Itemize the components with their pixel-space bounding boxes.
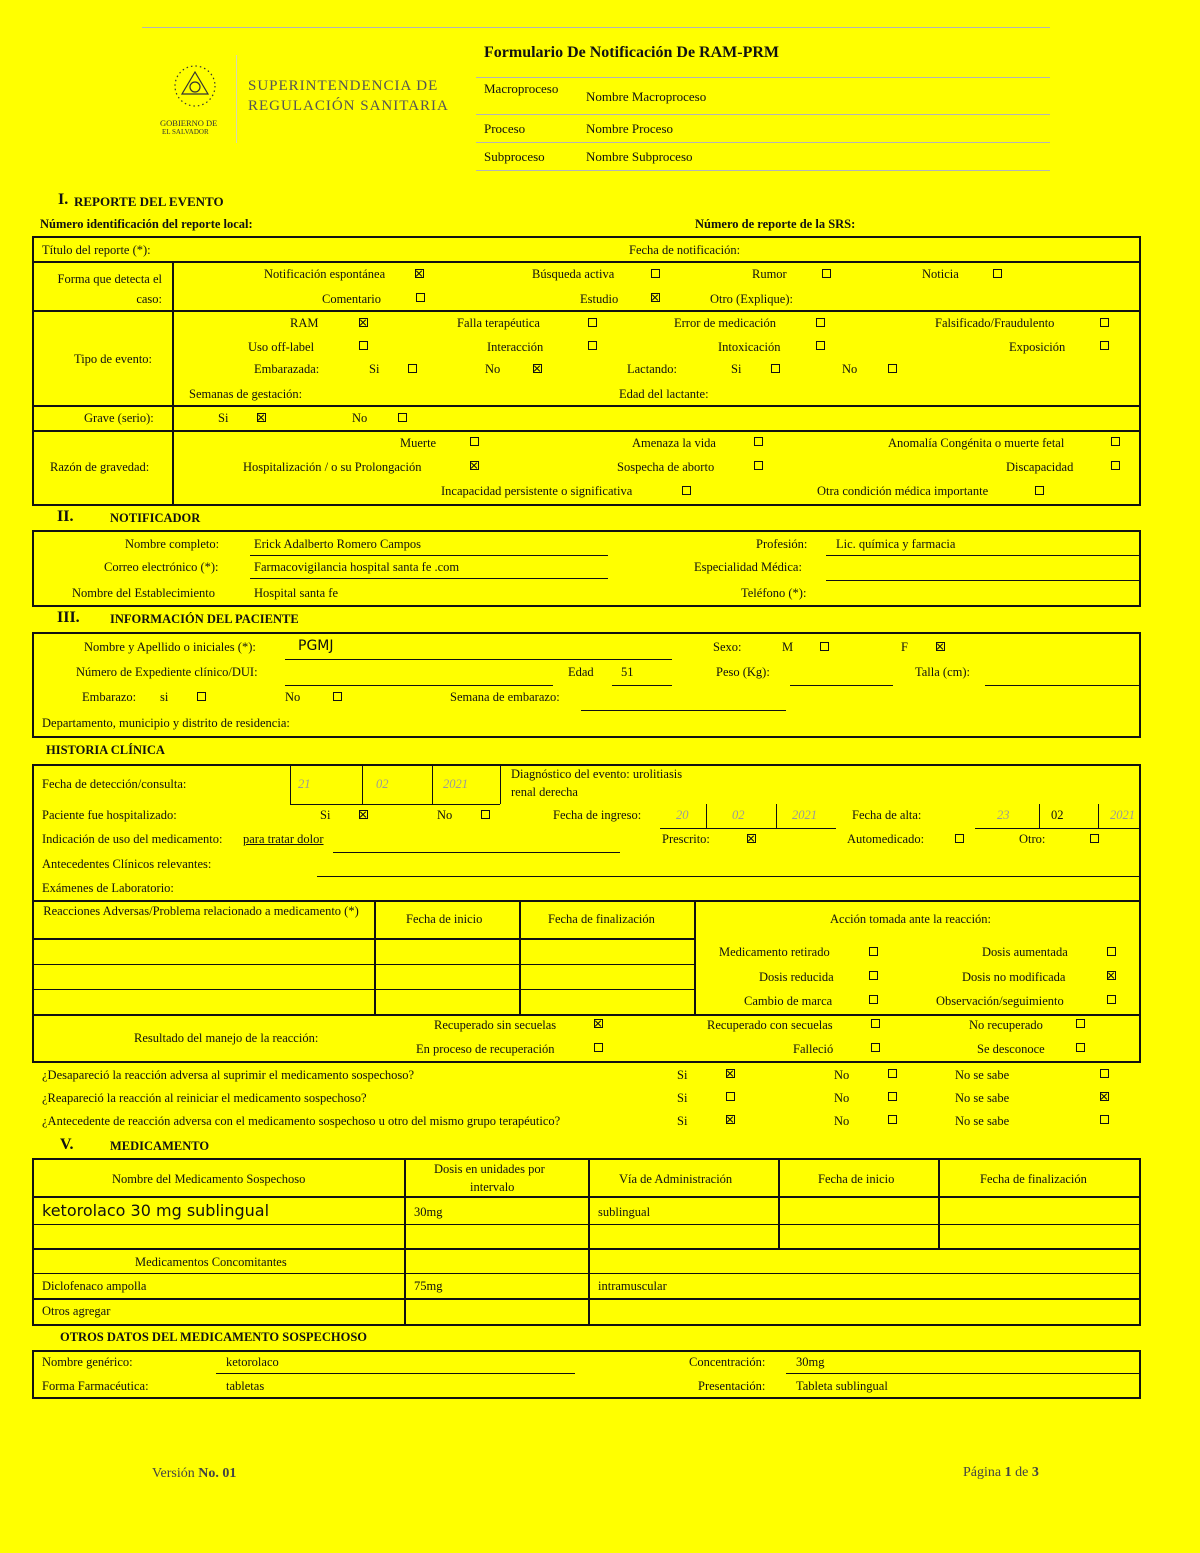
lactating-no-checkbox[interactable] bbox=[888, 364, 897, 373]
pharma-form-value: tabletas bbox=[226, 1379, 265, 1393]
infant-age-label: Edad del lactante: bbox=[619, 387, 709, 401]
seal-text-1: GOBIERNO DE bbox=[160, 118, 218, 128]
hospitalized-label: Paciente fue hospitalizado: bbox=[42, 808, 177, 822]
detection-month: 02 bbox=[376, 777, 389, 791]
life-threat-checkbox[interactable] bbox=[754, 437, 763, 446]
q2-yes-label: Si bbox=[677, 1091, 688, 1105]
hospitalized-yes-checkbox[interactable] bbox=[359, 810, 368, 819]
seal-text-2: EL SALVADOR bbox=[162, 128, 209, 136]
comment-checkbox[interactable] bbox=[416, 293, 425, 302]
interaction-label: Interacción bbox=[487, 340, 544, 354]
drug-withdrawn-checkbox[interactable] bbox=[869, 947, 878, 956]
persistent-incapacity-label: Incapacidad persistente o significativa bbox=[441, 484, 633, 498]
question-3: ¿Antecedente de reacción adversa con el medicamento sospechoso u otro del mismo grupo terapéutico? bbox=[42, 1114, 561, 1128]
pregnancy-no-label: No bbox=[285, 690, 301, 704]
falsified-label: Falsificado/Fraudulento bbox=[935, 316, 1055, 330]
concentration-value: 30mg bbox=[796, 1355, 825, 1369]
ram-label: RAM bbox=[290, 316, 319, 330]
serious-yes-checkbox[interactable] bbox=[257, 413, 266, 422]
q2-unknown-label: No se sabe bbox=[955, 1091, 1010, 1105]
version-footer: Versión No. 01 bbox=[152, 1466, 237, 1481]
discharge-date-label: Fecha de alta: bbox=[852, 808, 922, 822]
suspect-drug-route: sublingual bbox=[598, 1205, 651, 1219]
q1-no-label: No bbox=[834, 1068, 850, 1082]
pregnancy-label: Embarazo: bbox=[82, 690, 137, 704]
management-result-label: Resultado del manejo de la reacción: bbox=[134, 1031, 319, 1045]
q3-unknown-checkbox[interactable] bbox=[1100, 1115, 1109, 1124]
detection-day: 21 bbox=[298, 777, 311, 791]
email-value: Farmacovigilancia hospital santa fe .com bbox=[254, 560, 460, 574]
diagnosis-value: renal derecha bbox=[511, 785, 578, 799]
other-explain-label: Otro (Explique): bbox=[710, 292, 793, 306]
concentration-label: Concentración: bbox=[689, 1355, 766, 1369]
generic-name-value: ketorolaco bbox=[226, 1355, 279, 1369]
hospitalized-yes-label: Si bbox=[320, 808, 331, 822]
q1-unknown-checkbox[interactable] bbox=[1100, 1069, 1109, 1078]
severity-reason-label: Razón de gravedad: bbox=[50, 460, 150, 474]
detection-year: 2021 bbox=[443, 777, 468, 791]
question-2: ¿Reapareció la reacción al reiniciar el medicamento sospechoso? bbox=[42, 1091, 367, 1105]
study-label: Estudio bbox=[580, 292, 619, 306]
hospitalization-label: Hospitalización / o su Prolongación bbox=[243, 460, 422, 474]
other-drugs-label: Otros agregar bbox=[42, 1304, 111, 1318]
q3-no-checkbox[interactable] bbox=[888, 1115, 897, 1124]
org-name-line2: REGULACIÓN SANITARIA bbox=[248, 98, 449, 114]
sex-label: Sexo: bbox=[713, 640, 742, 654]
pregnant-no-checkbox[interactable] bbox=[533, 364, 542, 373]
discharge-month: 02 bbox=[1051, 808, 1064, 822]
start-date-header: Fecha de inicio bbox=[406, 912, 483, 926]
active-search-label: Búsqueda activa bbox=[532, 267, 615, 281]
height-label: Talla (cm): bbox=[915, 665, 970, 679]
action-taken-header: Acción tomada ante la reacción: bbox=[830, 912, 992, 926]
med-end-date-header: Fecha de finalización bbox=[980, 1172, 1087, 1186]
observation-checkbox[interactable] bbox=[1107, 995, 1116, 1004]
dose-increased-checkbox[interactable] bbox=[1107, 947, 1116, 956]
concomitant-header: Medicamentos Concomitantes bbox=[135, 1255, 287, 1269]
discharge-year: 2021 bbox=[1110, 808, 1135, 822]
patient-name-label: Nombre y Apellido o iniciales (*): bbox=[84, 640, 256, 654]
q3-yes-label: Si bbox=[677, 1114, 688, 1128]
serious-label: Grave (serio): bbox=[84, 411, 154, 425]
study-checkbox[interactable] bbox=[651, 293, 660, 302]
observation-label: Observación/seguimiento bbox=[936, 994, 1064, 1008]
dose-not-modified-checkbox[interactable] bbox=[1107, 971, 1116, 980]
usage-indication-label: Indicación de uso del medicamento: bbox=[42, 832, 223, 846]
question-1: ¿Desapareció la reacción adversa al suprimir el medicamento sospechoso? bbox=[42, 1068, 415, 1082]
section-3-number: III. bbox=[57, 609, 80, 626]
form-title: Formulario De Notificación De RAM-PRM bbox=[484, 44, 780, 61]
hospitalized-no-checkbox[interactable] bbox=[481, 810, 490, 819]
sex-f-checkbox[interactable] bbox=[936, 642, 945, 651]
srs-report-number-label: Número de reporte de la SRS: bbox=[695, 217, 856, 231]
q3-unknown-label: No se sabe bbox=[955, 1114, 1010, 1128]
email-label: Correo electrónico (*): bbox=[104, 560, 219, 574]
q3-yes-checkbox[interactable] bbox=[726, 1115, 735, 1124]
local-report-id-label: Número identificación del reporte local: bbox=[40, 217, 253, 231]
dose-reduced-checkbox[interactable] bbox=[869, 971, 878, 980]
disability-label: Discapacidad bbox=[1006, 460, 1074, 474]
news-label: Noticia bbox=[922, 267, 959, 281]
diagnosis-label: Diagnóstico del evento: urolitiasis bbox=[511, 767, 683, 781]
spontaneous-notification-checkbox[interactable] bbox=[415, 269, 424, 278]
concomitant-drug-route: intramuscular bbox=[598, 1279, 667, 1293]
usage-indication-value: para tratar dolor bbox=[243, 832, 324, 846]
serious-no-label: No bbox=[352, 411, 368, 425]
life-threat-label: Amenaza la vida bbox=[632, 436, 716, 450]
subproceso-value: Nombre Subproceso bbox=[586, 149, 693, 164]
deceased-checkbox[interactable] bbox=[871, 1043, 880, 1052]
pregnancy-week-label: Semana de embarazo: bbox=[450, 690, 560, 704]
proceso-value: Nombre Proceso bbox=[586, 121, 674, 136]
deceased-label: Falleció bbox=[793, 1042, 834, 1056]
presentation-value: Tableta sublingual bbox=[796, 1379, 888, 1393]
other-drug-data-title: OTROS DATOS DEL MEDICAMENTO SOSPECHOSO bbox=[60, 1330, 368, 1344]
section-2-number: II. bbox=[57, 508, 74, 525]
suspect-drug-name: ketorolaco 30 mg sublingual bbox=[42, 1201, 270, 1220]
rumor-checkbox[interactable] bbox=[822, 269, 831, 278]
falsified-checkbox[interactable] bbox=[1100, 318, 1109, 327]
dose-reduced-label: Dosis reducida bbox=[759, 970, 834, 984]
exposure-label: Exposición bbox=[1009, 340, 1066, 354]
sex-f-label: F bbox=[901, 640, 908, 654]
adverse-reactions-header: Reacciones Adversas/Problema relacionado a medicamento (*) bbox=[43, 904, 359, 918]
recovered-no-sequelae-label: Recuperado sin secuelas bbox=[434, 1018, 557, 1032]
spontaneous-notification-label: Notificación espontánea bbox=[264, 267, 386, 281]
concomitant-drug-name: Diclofenaco ampolla bbox=[42, 1279, 147, 1293]
org-name-line1: SUPERINTENDENCIA DE bbox=[248, 78, 439, 94]
q1-no-checkbox[interactable] bbox=[888, 1069, 897, 1078]
self-medicated-checkbox[interactable] bbox=[955, 834, 964, 843]
unknown-result-checkbox[interactable] bbox=[1076, 1043, 1085, 1052]
dose-header-line1: Dosis en unidades por bbox=[434, 1162, 545, 1176]
full-name-label: Nombre completo: bbox=[125, 537, 220, 551]
self-medicated-label: Automedicado: bbox=[847, 832, 925, 846]
rumor-label: Rumor bbox=[752, 267, 787, 281]
serious-yes-label: Si bbox=[218, 411, 229, 425]
residence-label: Departamento, municipio y distrito de residencia: bbox=[42, 716, 290, 730]
other-drug-data-table bbox=[32, 1350, 1141, 1399]
q1-yes-checkbox[interactable] bbox=[726, 1069, 735, 1078]
profession-label: Profesión: bbox=[756, 537, 808, 551]
notification-date-label: Fecha de notificación: bbox=[629, 243, 741, 257]
recovered-sequelae-label: Recuperado con secuelas bbox=[707, 1018, 833, 1032]
serious-no-checkbox[interactable] bbox=[398, 413, 407, 422]
q1-unknown-label: No se sabe bbox=[955, 1068, 1010, 1082]
establishment-label: Nombre del Establecimiento bbox=[72, 586, 216, 600]
other-usage-checkbox[interactable] bbox=[1090, 834, 1099, 843]
pregnancy-no-checkbox[interactable] bbox=[333, 692, 342, 701]
end-date-header: Fecha de finalización bbox=[548, 912, 655, 926]
death-label: Muerte bbox=[400, 436, 437, 450]
unknown-result-label: Se desconoce bbox=[977, 1042, 1045, 1056]
pregnancy-yes-label: si bbox=[160, 690, 169, 704]
off-label-use-label: Uso off-label bbox=[248, 340, 315, 354]
comment-label: Comentario bbox=[322, 292, 382, 306]
recovered-sequelae-checkbox[interactable] bbox=[871, 1019, 880, 1028]
patient-name-value: PGMJ bbox=[298, 638, 334, 654]
admission-month: 02 bbox=[732, 808, 745, 822]
sex-m-checkbox[interactable] bbox=[820, 642, 829, 651]
pregnant-yes-checkbox[interactable] bbox=[408, 364, 417, 373]
presentation-label: Presentación: bbox=[698, 1379, 766, 1393]
section-1-number: I. bbox=[58, 191, 69, 208]
dose-increased-label: Dosis aumentada bbox=[982, 945, 1068, 959]
other-usage-label: Otro: bbox=[1019, 832, 1046, 846]
admission-year: 2021 bbox=[792, 808, 817, 822]
clinical-antecedents-label: Antecedentes Clínicos relevantes: bbox=[42, 857, 212, 871]
q3-no-label: No bbox=[834, 1114, 850, 1128]
discharge-day: 23 bbox=[997, 808, 1010, 822]
sex-m-label: M bbox=[782, 640, 794, 654]
q1-yes-label: Si bbox=[677, 1068, 688, 1082]
suspected-abortion-checkbox[interactable] bbox=[754, 461, 763, 470]
event-type-label: Tipo de evento: bbox=[74, 352, 153, 366]
not-recovered-label: No recuperado bbox=[969, 1018, 1043, 1032]
section-3-title: INFORMACIÓN DEL PACIENTE bbox=[110, 612, 299, 626]
medication-error-label: Error de medicación bbox=[674, 316, 777, 330]
lactating-label: Lactando: bbox=[627, 362, 677, 376]
q2-unknown-checkbox[interactable] bbox=[1100, 1092, 1109, 1101]
section-2-title: NOTIFICADOR bbox=[110, 511, 201, 525]
section-5-number: V. bbox=[60, 1136, 74, 1153]
hospitalized-no-label: No bbox=[437, 808, 453, 822]
section-5-title: MEDICAMENTO bbox=[110, 1139, 210, 1153]
therapeutic-failure-checkbox[interactable] bbox=[588, 318, 597, 327]
recovering-checkbox[interactable] bbox=[594, 1043, 603, 1052]
suspect-drug-header: Nombre del Medicamento Sospechoso bbox=[112, 1172, 306, 1186]
dose-header-line2: intervalo bbox=[470, 1180, 515, 1194]
lab-exams-label: Exámenes de Laboratorio: bbox=[42, 881, 174, 895]
page-number-footer: Página 1 de 3 bbox=[963, 1465, 1039, 1480]
pregnant-no-label: No bbox=[485, 362, 501, 376]
exposure-checkbox[interactable] bbox=[1100, 341, 1109, 350]
disability-checkbox[interactable] bbox=[1111, 461, 1120, 470]
phone-label: Teléfono (*): bbox=[741, 586, 807, 600]
gestation-weeks-label: Semanas de gestación: bbox=[189, 387, 303, 401]
q2-no-checkbox[interactable] bbox=[888, 1092, 897, 1101]
therapeutic-failure-label: Falla terapéutica bbox=[457, 316, 540, 330]
generic-name-label: Nombre genérico: bbox=[42, 1355, 133, 1369]
brand-change-checkbox[interactable] bbox=[869, 995, 878, 1004]
active-search-checkbox[interactable] bbox=[651, 269, 660, 278]
med-start-date-header: Fecha de inicio bbox=[818, 1172, 895, 1186]
detection-date-label: Fecha de detección/consulta: bbox=[42, 777, 187, 791]
intoxication-checkbox[interactable] bbox=[816, 341, 825, 350]
medication-error-checkbox[interactable] bbox=[816, 318, 825, 327]
suspect-drug-dose: 30mg bbox=[414, 1205, 443, 1219]
off-label-use-checkbox[interactable] bbox=[359, 341, 368, 350]
brand-change-label: Cambio de marca bbox=[744, 994, 833, 1008]
q2-yes-checkbox[interactable] bbox=[726, 1092, 735, 1101]
macroproceso-label: Macroproceso bbox=[484, 81, 559, 96]
recovered-no-sequelae-checkbox[interactable] bbox=[594, 1019, 603, 1028]
admission-day: 20 bbox=[676, 808, 689, 822]
pregnancy-yes-checkbox[interactable] bbox=[197, 692, 206, 701]
clinical-record-label: Número de Expediente clínico/DUI: bbox=[76, 665, 258, 679]
age-value: 51 bbox=[621, 665, 634, 679]
establishment-value: Hospital santa fe bbox=[254, 586, 339, 600]
pharma-form-label: Forma Farmacéutica: bbox=[42, 1379, 149, 1393]
congenital-anomaly-label: Anomalía Congénita o muerte fetal bbox=[888, 436, 1065, 450]
age-label: Edad bbox=[568, 665, 594, 679]
full-name-value: Erick Adalberto Romero Campos bbox=[254, 537, 421, 551]
report-title-label: Título del reporte (*): bbox=[42, 243, 151, 257]
macroproceso-value: Nombre Macroproceso bbox=[586, 89, 707, 104]
route-header: Vía de Administración bbox=[619, 1172, 733, 1186]
not-recovered-checkbox[interactable] bbox=[1076, 1019, 1085, 1028]
weight-label: Peso (Kg): bbox=[716, 665, 770, 679]
other-medical-condition-label: Otra condición médica importante bbox=[817, 484, 989, 498]
medical-specialty-label: Especialidad Médica: bbox=[694, 560, 802, 574]
suspected-abortion-label: Sospecha de aborto bbox=[617, 460, 715, 474]
dose-not-modified-label: Dosis no modificada bbox=[962, 970, 1066, 984]
hospitalization-checkbox[interactable] bbox=[470, 461, 479, 470]
subproceso-label: Subproceso bbox=[484, 149, 545, 164]
interaction-checkbox[interactable] bbox=[588, 341, 597, 350]
persistent-incapacity-checkbox[interactable] bbox=[682, 486, 691, 495]
lactating-yes-checkbox[interactable] bbox=[771, 364, 780, 373]
ram-checkbox[interactable] bbox=[359, 318, 368, 327]
other-medical-condition-checkbox[interactable] bbox=[1035, 486, 1044, 495]
concomitant-drug-dose: 75mg bbox=[414, 1279, 443, 1293]
clinical-history-title: HISTORIA CLÍNICA bbox=[46, 743, 165, 757]
intoxication-label: Intoxicación bbox=[718, 340, 781, 354]
q2-no-label: No bbox=[834, 1091, 850, 1105]
detection-form-label: Forma que detecta el caso: bbox=[57, 272, 162, 306]
admission-date-label: Fecha de ingreso: bbox=[553, 808, 642, 822]
section-1-title: REPORTE DEL EVENTO bbox=[74, 194, 224, 209]
prescribed-checkbox[interactable] bbox=[747, 834, 756, 843]
pregnant-label: Embarazada: bbox=[254, 362, 320, 376]
congenital-anomaly-checkbox[interactable] bbox=[1111, 437, 1120, 446]
proceso-label: Proceso bbox=[484, 121, 526, 136]
pregnant-yes-label: Si bbox=[369, 362, 380, 376]
lactating-no-label: No bbox=[842, 362, 858, 376]
seal-icon bbox=[160, 58, 230, 138]
prescribed-label: Prescrito: bbox=[662, 832, 710, 846]
drug-withdrawn-label: Medicamento retirado bbox=[719, 945, 830, 959]
news-checkbox[interactable] bbox=[993, 269, 1002, 278]
death-checkbox[interactable] bbox=[470, 437, 479, 446]
lactating-yes-label: Si bbox=[731, 362, 742, 376]
recovering-label: En proceso de recuperación bbox=[416, 1042, 555, 1056]
profession-value: Lic. química y farmacia bbox=[836, 537, 956, 551]
